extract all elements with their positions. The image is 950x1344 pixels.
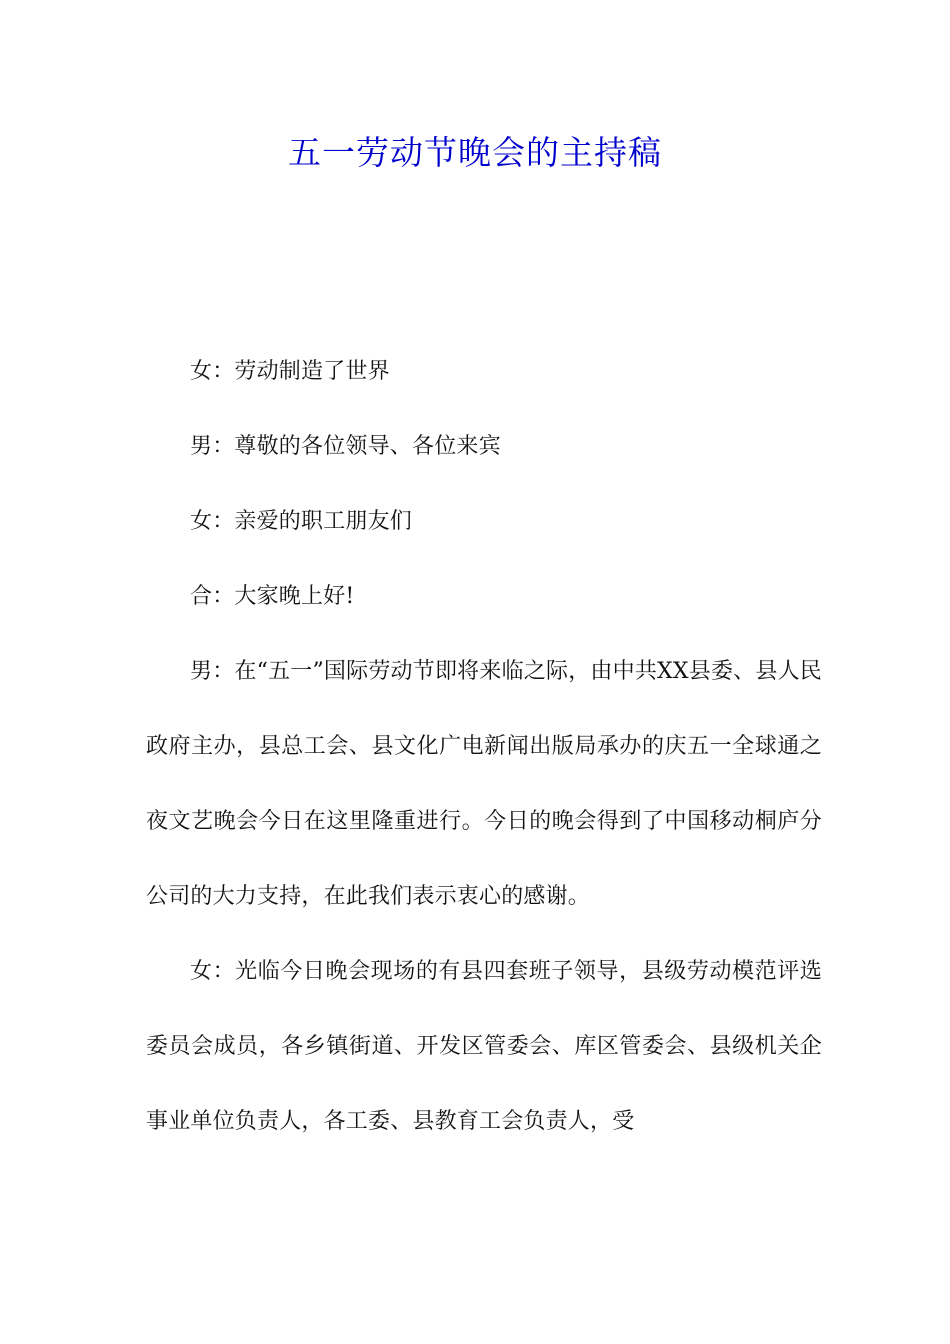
paragraph-female-opening: 女：劳动制造了世界 (190, 359, 390, 384)
document-body (146, 334, 822, 1159)
paragraph-male-greeting: 男：尊敬的各位领导、各位来宾 (190, 434, 501, 459)
document-title: 五一劳动节晚会的主持稿 (288, 133, 662, 172)
paragraph-together-greeting: 合：大家晚上好! (190, 584, 355, 609)
paragraph-male-introduction: 男：在“五一”国际劳动节即将来临之际，由中共XX县委、县人民政府主办，县总工会、县文化广电新闻出版局承办的庆五一全球通之夜文艺晚会今日在这里隆重进行。今日的晚会得到了中国移动桐庐分公司的大力支持，在此我们表示衷心的感谢。 (146, 659, 822, 909)
paragraph-female-guests: 女：光临今日晚会现场的有县四套班子领导，县级劳动模范评选委员会成员，各乡镇街道、开发区管委会、库区管委会、县级机关企事业单位负责人，各工委、县教育工会负责人，受 (146, 959, 822, 1134)
paragraph-female-greeting: 女：亲爱的职工朋友们 (190, 509, 413, 534)
